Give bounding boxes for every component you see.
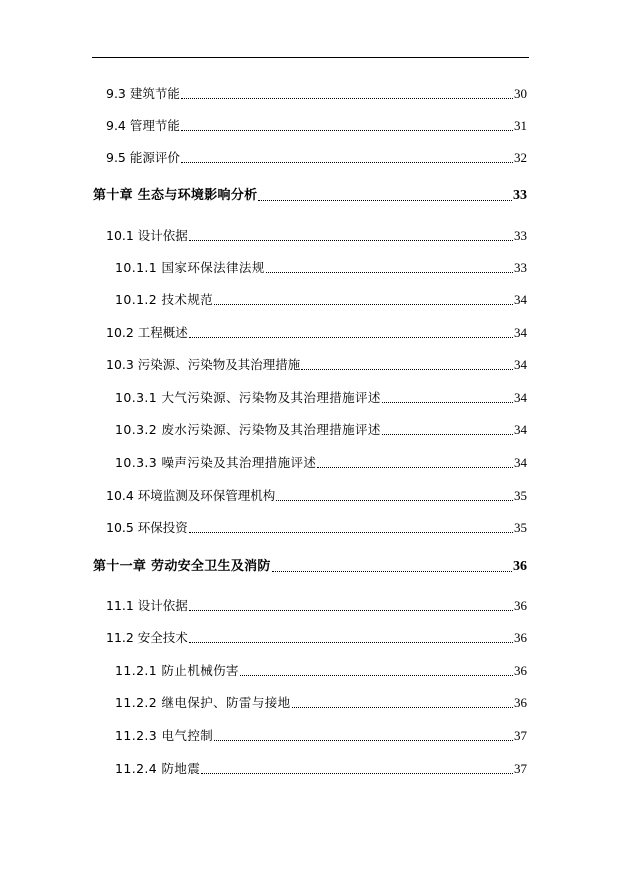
toc-page-number: 30: [514, 86, 527, 101]
toc-page-number: 36: [514, 598, 527, 613]
toc-leader-dots: [214, 304, 513, 305]
toc-page-number: 37: [514, 761, 527, 776]
header-rule: [92, 57, 529, 58]
toc-page-number: 34: [514, 357, 527, 372]
toc-chapter-10[interactable]: [93, 184, 527, 204]
toc-entry-label: 11.2.4 防地震: [115, 761, 201, 776]
toc-entry-10-4[interactable]: [106, 484, 527, 504]
toc-entry-11-2-2[interactable]: [115, 691, 527, 711]
toc-entry-label: 9.3 建筑节能: [106, 86, 180, 101]
toc-entry-label: 9.4 管理节能: [106, 118, 180, 133]
toc-entry-label: 11.2.3 电气控制: [115, 728, 214, 743]
toc-entry-9-3[interactable]: [106, 82, 527, 102]
toc-entry-label: 9.5 能源评价: [106, 150, 180, 165]
toc-page-number: 36: [513, 559, 527, 574]
toc-entry-10-3-2[interactable]: [115, 418, 527, 438]
toc-entry-9-4[interactable]: [106, 114, 527, 134]
toc-entry-label: 10.1.1 国家环保法律法规: [115, 260, 265, 275]
toc-leader-dots: [181, 162, 513, 163]
toc-leader-dots: [214, 740, 513, 741]
toc-chapter-label: 第十一章 劳动安全卫生及消防: [93, 559, 271, 574]
toc-page-number: 36: [514, 695, 527, 710]
toc-leader-dots: [276, 500, 513, 501]
toc-page-number: 36: [514, 630, 527, 645]
toc-leader-dots: [189, 337, 513, 338]
toc-leader-dots: [240, 675, 513, 676]
toc-page-number: 37: [514, 728, 527, 743]
toc-entry-10-5[interactable]: [106, 516, 527, 536]
toc-leader-dots: [201, 773, 513, 774]
toc-entry-label: 10.1.2 技术规范: [115, 292, 214, 307]
toc-leader-dots: [266, 272, 513, 273]
toc-entry-10-1-1[interactable]: [115, 256, 527, 276]
toc-entry-10-1-2[interactable]: [115, 288, 527, 308]
toc-entry-10-1[interactable]: [106, 224, 527, 244]
toc-leader-dots: [181, 130, 513, 131]
toc-entry-10-3-1[interactable]: [115, 386, 527, 406]
toc-entry-label: 11.1 设计依据: [106, 598, 188, 613]
toc-entry-9-5[interactable]: [106, 146, 527, 166]
toc-entry-10-2[interactable]: [106, 321, 527, 341]
toc-entry-label: 10.3.3 噪声污染及其治理措施评述: [115, 455, 317, 470]
toc-page-number: 34: [514, 390, 527, 405]
toc-leader-dots: [272, 571, 512, 572]
toc-leader-dots: [382, 434, 513, 435]
toc-entry-11-2[interactable]: [106, 626, 527, 646]
toc-entry-label: 10.3.1 大气污染源、污染物及其治理措施评述: [115, 390, 381, 405]
toc-entry-label: 10.5 环保投资: [106, 520, 188, 535]
toc-leader-dots: [189, 642, 513, 643]
toc-entry-11-1[interactable]: [106, 594, 527, 614]
toc-page-number: 34: [514, 325, 527, 340]
toc-entry-label: 11.2.2 继电保护、防雷与接地: [115, 695, 291, 710]
toc-page-number: 33: [514, 260, 527, 275]
toc-entry-10-3-3[interactable]: [115, 451, 527, 471]
toc-entry-11-2-1[interactable]: [115, 659, 527, 679]
toc-leader-dots: [181, 98, 513, 99]
toc-entry-label: 10.2 工程概述: [106, 325, 188, 340]
toc-page-number: 34: [514, 455, 527, 470]
toc-leader-dots: [382, 402, 513, 403]
toc-entry-10-3[interactable]: [106, 353, 527, 373]
toc-leader-dots: [317, 467, 513, 468]
toc-entry-label: 11.2 安全技术: [106, 630, 188, 645]
toc-leader-dots: [292, 707, 513, 708]
toc-page-number: 36: [514, 663, 527, 678]
toc-leader-dots: [189, 610, 513, 611]
toc-page-number: 33: [513, 188, 527, 203]
toc-entry-label: 10.1 设计依据: [106, 228, 188, 243]
toc-page-number: 34: [514, 292, 527, 307]
toc-entry-11-2-3[interactable]: [115, 724, 527, 744]
toc-page-number: 34: [514, 422, 527, 437]
toc-leader-dots: [301, 369, 513, 370]
toc-entry-label: 10.4 环境监测及环保管理机构: [106, 488, 276, 503]
toc-entry-label: 10.3 污染源、污染物及其治理措施: [106, 357, 301, 372]
toc-page-number: 35: [514, 520, 527, 535]
toc-leader-dots: [189, 532, 513, 533]
toc-entry-label: 11.2.1 防止机械伤害: [115, 663, 239, 678]
toc-entry-label: 10.3.2 废水污染源、污染物及其治理措施评述: [115, 422, 381, 437]
toc-page-number: 32: [514, 150, 527, 165]
toc-leader-dots: [258, 200, 512, 201]
toc-chapter-label: 第十章 生态与环境影响分析: [93, 188, 258, 203]
toc-chapter-11[interactable]: [93, 555, 527, 575]
toc-entry-11-2-4[interactable]: [115, 757, 527, 777]
toc-page-number: 31: [514, 118, 527, 133]
toc-leader-dots: [189, 240, 513, 241]
toc-page-number: 33: [514, 228, 527, 243]
toc-page-number: 35: [514, 488, 527, 503]
